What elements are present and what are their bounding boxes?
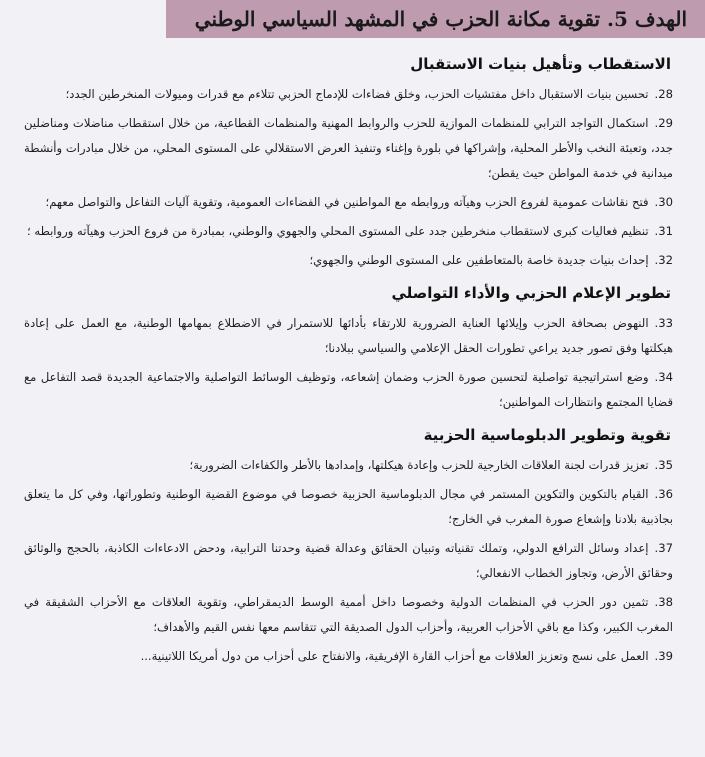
item-text: استكمال التواجد الترابي للمنظمات الموازية للحزب والروابط المهنية والمنظمات القطاعية، من خلال استقطاب مناضلات ومناضلين جدد، وتعبئة النخب والأطر المحلية، وإشراكها في بلورة وإغناء وتنفيذ العرض الاستقلالي على المستوى المحلي، من خلال مبادرات وأنشطة ميدانية في خدمة المواطن حيث يقطن؛ <box>24 116 673 180</box>
section-heading: الاستقطاب وتأهيل بنيات الاستقبال <box>410 55 671 73</box>
list-item <box>24 190 673 215</box>
list-item <box>24 482 673 532</box>
document-body <box>24 52 673 677</box>
section-recruitment <box>24 52 673 273</box>
list-item <box>24 536 673 586</box>
item-text: تحسين بنيات الاستقبال داخل مفتشيات الحزب، وخلق فضاءات للإدماج الحزبي تتلاءم مع قدرات وميولات المنخرطين الجدد؛ <box>65 87 649 101</box>
item-number: 38. <box>654 595 673 609</box>
goal-title: الهدف 5. تقوية مكانة الحزب في المشهد السياسي الوطني <box>194 7 687 31</box>
item-number: 28. <box>654 87 673 101</box>
item-number: 32. <box>654 253 673 267</box>
goal-banner <box>166 0 705 38</box>
item-text: تنظيم فعاليات كبرى لاستقطاب منخرطين جدد على المستوى المحلي والجهوي والوطني، بمبادرة من فروع الحزب وهيآته وروابطه ؛ <box>26 224 649 238</box>
item-number: 39. <box>654 649 673 663</box>
section-heading: تطوير الإعلام الحزبي والأداء التواصلي <box>391 284 671 302</box>
list-item <box>24 82 673 107</box>
item-text: تعزيز قدرات لجنة العلاقات الخارجية للحزب وإعادة هيكلتها، وإمدادها بالأطر والكفاءات الضرورية؛ <box>189 458 649 472</box>
item-number: 35. <box>654 458 673 472</box>
list-item <box>24 219 673 244</box>
item-number: 29. <box>654 116 673 130</box>
item-number: 34. <box>654 370 673 384</box>
section-diplomacy <box>24 423 673 669</box>
item-number: 30. <box>654 195 673 209</box>
item-text: النهوض بصحافة الحزب وإيلائها العناية الضرورية للارتقاء بأدائها للاستمرار في الاضطلاع بمهامها الوطنية، مع العمل على إعادة هيكلتها وفق تصور جديد يراعي تطورات الحقل الإعلامي والسياسي ببلادنا؛ <box>24 316 673 355</box>
section-heading: تقوية وتطوير الدبلوماسية الحزبية <box>423 426 671 444</box>
item-text: القيام بالتكوين والتكوين المستمر في مجال الدبلوماسية الحزبية خصوصا في موضوع القضية الوطنية وتطوراتها، وفي كل ما يتعلق بجاذبية بلادنا وإشعاع صورة المغرب في الخارج؛ <box>24 487 673 526</box>
item-text: العمل على نسج وتعزيز العلاقات مع أحزاب القارة الإفريقية، والانفتاح على أحزاب من دول أمريكا اللاتينية... <box>140 649 649 663</box>
item-number: 33. <box>654 316 673 330</box>
item-number: 31. <box>654 224 673 238</box>
item-text: وضع استراتيجية تواصلية لتحسين صورة الحزب وضمان إشعاعه، وتوظيف الوسائط التواصلية والاجتماعية الجديدة قصد التفاعل مع قضايا المجتمع وانتظارات المواطنين؛ <box>24 370 673 409</box>
item-text: فتح نقاشات عمومية لفروع الحزب وهيآته وروابطه مع المواطنين في الفضاءات العمومية، وتقوية آليات التفاعل والتواصل معهم؛ <box>45 195 649 209</box>
item-text: تثمين دور الحزب في المنظمات الدولية وخصوصا داخل أممية الوسط الديمقراطي، وتقوية العلاقات مع الأحزاب الشقيقة في المغرب الكبير، وكذا مع باقي الأحزاب العربية، وأحزاب الدول الصديقة التي تتقاسم معها نفس القيم والأهداف؛ <box>24 595 673 634</box>
item-number: 37. <box>654 541 673 555</box>
item-text: إعداد وسائل الترافع الدولي، وتملك تقنياته وتبيان الحقائق وعدالة قضية وحدتنا الترابية، ودحض الادعاءات الكاذبة، بالحجج والوثائق وحقائق الأرض، وتجاوز الخطاب الانفعالي؛ <box>24 541 673 580</box>
list-item <box>24 644 673 669</box>
list-item <box>24 453 673 478</box>
list-item <box>24 590 673 640</box>
list-item <box>24 365 673 415</box>
list-item <box>24 311 673 361</box>
list-item <box>24 111 673 186</box>
item-number: 36. <box>654 487 673 501</box>
item-text: إحداث بنيات جديدة خاصة بالمتعاطفين على المستوى الوطني والجهوي؛ <box>309 253 649 267</box>
list-item <box>24 248 673 273</box>
section-media <box>24 281 673 415</box>
